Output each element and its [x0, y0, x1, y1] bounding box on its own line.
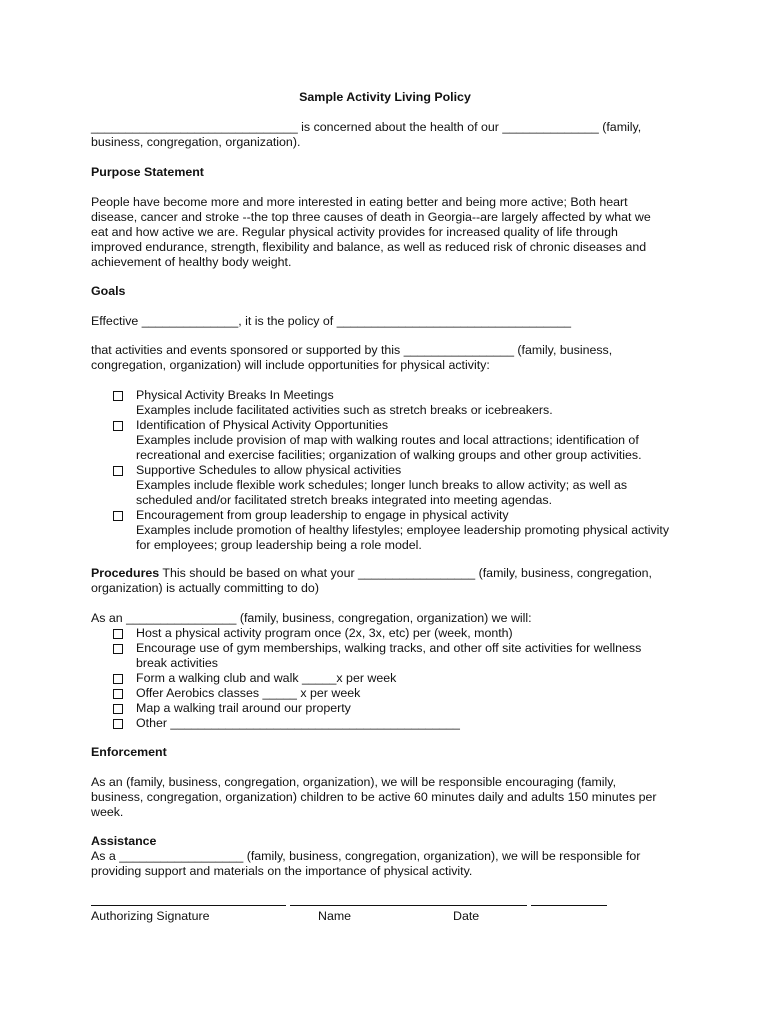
list-item-detail: Examples include provision of map with walking routes and local attractions; identification of — [136, 433, 639, 447]
list-item — [112, 716, 712, 731]
list-item — [112, 671, 712, 686]
enforcement-line: As an (family, business, congregation, organization), we will be responsible encouraging (family, — [91, 775, 617, 789]
list-item — [112, 463, 712, 508]
checkbox-bullet-icon — [113, 466, 123, 476]
list-item-text: Host a physical activity program once (2x, 3x, etc) per (week, month) — [136, 626, 513, 640]
list-item-title: Supportive Schedules to allow physical activities — [136, 463, 402, 477]
procedures-list — [112, 626, 712, 731]
assistance-line: As a __________________ (family, business, congregation, organization), we will be responsible for — [91, 849, 641, 863]
list-item — [112, 508, 712, 553]
purpose-line: eat and how active we are. Regular physical activity provides for increased quality of life through — [91, 225, 618, 239]
checkbox-bullet-icon — [113, 629, 123, 639]
assistance-heading: Assistance — [91, 834, 157, 848]
goals-line: that activities and events sponsored or supported by this ________________ (family, business, — [91, 343, 613, 357]
procedures-text: organization) is actually committing to do) — [91, 581, 319, 595]
enforcement-line: week. — [91, 805, 124, 819]
list-item — [112, 626, 712, 641]
goals-paragraph — [91, 343, 691, 373]
checkbox-bullet-icon — [113, 689, 123, 699]
list-item-text: Map a walking trail around our property — [136, 701, 351, 715]
checkbox-bullet-icon — [113, 391, 123, 401]
list-item-detail: Examples include flexible work schedules; longer lunch breaks to allow activity; as well as — [136, 478, 628, 492]
checkbox-bullet-icon — [113, 644, 123, 654]
checkbox-bullet-icon — [113, 719, 123, 729]
checkbox-bullet-icon — [113, 704, 123, 714]
goals-list — [112, 388, 712, 553]
list-item — [112, 701, 712, 716]
list-item-detail: Examples include promotion of healthy lifestyles; employee leadership promoting physical activity — [136, 523, 670, 537]
goals-line: congregation, organization) will include opportunities for physical activity: — [91, 358, 490, 372]
list-item-title: Identification of Physical Activity Opportunities — [136, 418, 389, 432]
checkbox-bullet-icon — [113, 511, 123, 521]
procedures-as-an: As an ________________ (family, business, congregation, organization) we will: — [91, 611, 532, 625]
intro-line: ______________________________ is concerned about the health of our ______________ (family, — [91, 120, 642, 134]
enforcement-heading: Enforcement — [91, 745, 167, 759]
name-line — [290, 905, 527, 906]
purpose-line: disease, cancer and stroke --the top three causes of death in Georgia--are largely affected by what we — [91, 210, 651, 224]
list-item-detail: Examples include facilitated activities such as stretch breaks or icebreakers. — [136, 403, 553, 417]
enforcement-paragraph — [91, 775, 691, 820]
procedures-text: This should be based on what your _________________ (family, business, congregation, — [159, 566, 652, 580]
procedures-heading: Procedures — [91, 566, 160, 580]
authorizing-signature-label: Authorizing Signature — [91, 909, 210, 923]
list-item-detail: for employees; group leadership being a role model. — [136, 538, 422, 552]
list-item-title: Encouragement from group leadership to engage in physical activity — [136, 508, 509, 522]
checkbox-bullet-icon — [113, 674, 123, 684]
list-item-text: Form a walking club and walk _____x per week — [136, 671, 397, 685]
list-item-detail: recreational and exercise facilities; organization of walking groups and other group activities. — [136, 448, 642, 462]
effective-line: Effective ______________, it is the policy of __________________________________ — [91, 314, 571, 328]
checkbox-bullet-icon — [113, 421, 123, 431]
name-label: Name — [318, 909, 352, 923]
list-item-title: Physical Activity Breaks In Meetings — [136, 388, 334, 402]
document-title: Sample Activity Living Policy — [299, 90, 471, 104]
list-item — [112, 418, 712, 463]
signature-line — [91, 905, 286, 906]
list-item-text: Offer Aerobics classes _____ x per week — [136, 686, 361, 700]
list-item-text: Encourage use of gym memberships, walking tracks, and other off site activities for wellness — [136, 641, 642, 655]
enforcement-line: business, congregation, organization) children to be active 60 minutes daily and adults 150 minutes per — [91, 790, 657, 804]
list-item-detail: scheduled and/or facilitated stretch breaks integrated into meeting agendas. — [136, 493, 553, 507]
list-item-text: Other __________________________________________ — [136, 716, 460, 730]
date-line — [531, 905, 607, 906]
list-item — [112, 388, 712, 418]
purpose-line: People have become more and more interested in eating better and being more active; Both heart — [91, 195, 628, 209]
purpose-paragraph — [91, 195, 691, 270]
goals-heading: Goals — [91, 284, 126, 298]
purpose-line: achievement of healthy body weight. — [91, 255, 292, 269]
purpose-line: improved endurance, strength, flexibility and balance, as well as reduced risk of chronic diseases and — [91, 240, 647, 254]
date-label: Date — [453, 909, 480, 923]
list-item — [112, 686, 712, 701]
assistance-line: providing support and materials on the importance of physical activity. — [91, 864, 473, 878]
purpose-heading: Purpose Statement — [91, 165, 204, 179]
list-item — [112, 641, 712, 671]
procedures-paragraph — [91, 566, 691, 596]
intro-line: business, congregation, organization). — [91, 135, 301, 149]
assistance-paragraph — [91, 849, 691, 879]
intro-paragraph — [91, 120, 691, 150]
list-item-text: break activities — [136, 656, 218, 670]
